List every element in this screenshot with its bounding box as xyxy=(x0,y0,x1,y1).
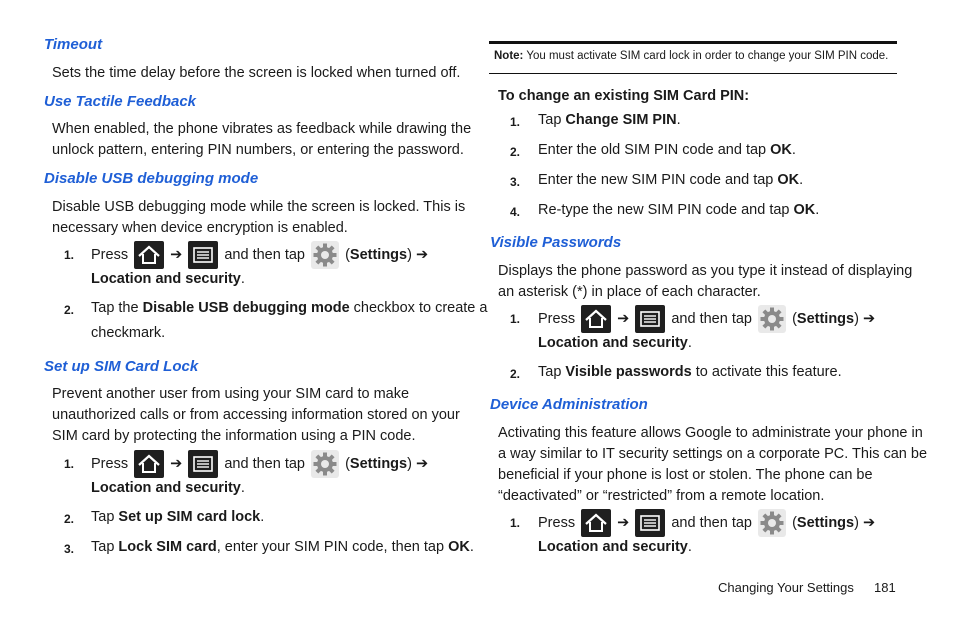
s1-pre: Tap xyxy=(538,112,566,128)
visible-heading: Visible Passwords xyxy=(490,234,622,251)
note-label: Note: xyxy=(494,50,524,62)
note-text: You must activate SIM card lock in order to change your SIM PIN code. xyxy=(523,50,889,62)
device-line-2: a way similar to IT security settings on a corporate PC. This can be xyxy=(498,446,928,462)
footer-section-title: Changing Your Settings xyxy=(718,580,854,595)
and-then-tap-label: and then tap xyxy=(224,246,305,263)
arrow-icon: ➔ xyxy=(170,246,183,263)
sim-step-2-number: 2. xyxy=(64,512,75,526)
sim-step-2-post: . xyxy=(260,509,265,525)
usb-step-2-line-2: checkmark. xyxy=(91,325,166,341)
period: . xyxy=(240,480,245,496)
footer-page-number: 181 xyxy=(874,580,896,595)
device-line-1: Activating this feature allows Google to administrate your phone in xyxy=(498,425,923,441)
change-pin-step-4 xyxy=(538,198,819,223)
s4-pre: Re-type the new SIM PIN code and tap xyxy=(538,202,794,218)
settings-close-paren: ) xyxy=(407,246,412,263)
arrow-icon: ➔ xyxy=(170,455,183,472)
sim-step-3-number: 3. xyxy=(64,542,75,556)
s4-bold: OK xyxy=(793,202,816,218)
settings-close-paren: ) xyxy=(407,455,412,472)
arrow-icon: ➔ xyxy=(617,310,630,327)
sim-step-3-mid: , enter your SIM PIN code, then tap xyxy=(216,539,449,555)
press-label: Press xyxy=(91,455,129,472)
sim-step-1-location xyxy=(91,476,245,501)
change-pin-step-3 xyxy=(538,168,803,193)
device-line-3: beneficial if your phone is lost or stolen. The phone can be xyxy=(498,467,873,483)
menu-icon xyxy=(635,305,665,333)
sim-step-3-pre: Tap xyxy=(91,539,119,555)
settings-label: Settings xyxy=(796,514,855,531)
s4-post: . xyxy=(815,202,820,218)
settings-open-paren: ( xyxy=(345,246,350,263)
visible-line-2: an asterisk (*) in place of each character. xyxy=(498,284,761,300)
timeout-heading: Timeout xyxy=(44,36,103,53)
home-icon xyxy=(134,450,164,478)
visible-step-1-location xyxy=(538,331,692,356)
press-label: Press xyxy=(538,514,576,531)
tactile-description xyxy=(52,119,471,161)
change-pin-step-1 xyxy=(538,108,681,133)
sim-step-1 xyxy=(91,450,428,478)
sim-step-1-number: 1. xyxy=(64,457,75,471)
change-pin-heading: To change an existing SIM Card PIN: xyxy=(498,88,750,104)
sim-step-2-bold: Set up SIM card lock xyxy=(118,509,261,525)
period: . xyxy=(687,539,692,555)
usb-line-2: necessary when device encryption is enabled. xyxy=(52,220,348,236)
settings-open-paren: ( xyxy=(792,310,797,327)
home-icon xyxy=(134,241,164,269)
sim-step-3-post: . xyxy=(469,539,474,555)
sim-description xyxy=(52,384,460,447)
press-label: Press xyxy=(91,246,129,263)
visible-step-2-post: to activate this feature. xyxy=(691,364,842,380)
settings-label: Settings xyxy=(796,310,855,327)
note-top-rule xyxy=(489,41,897,44)
visible-step-2-bold: Visible passwords xyxy=(565,364,692,380)
settings-close-paren: ) xyxy=(854,310,859,327)
visible-description xyxy=(498,261,912,303)
note xyxy=(494,50,888,62)
usb-step-1-location xyxy=(91,267,245,292)
sim-step-2 xyxy=(91,505,264,530)
usb-step-1 xyxy=(91,241,428,269)
device-line-4: “deactivated” or “restricted” from a remote location. xyxy=(498,488,825,504)
sim-line-1: Prevent another user from using your SIM card to make xyxy=(52,386,410,402)
sim-step-3-bold-ok: OK xyxy=(448,539,470,555)
arrow-icon: ➔ xyxy=(415,246,429,263)
settings-gear-icon xyxy=(311,450,339,478)
home-icon xyxy=(581,509,611,537)
change-pin-step-4-number: 4. xyxy=(510,205,521,219)
arrow-icon: ➔ xyxy=(617,514,630,531)
visible-step-2 xyxy=(538,360,842,385)
and-then-tap-label: and then tap xyxy=(224,455,305,472)
period: . xyxy=(240,271,245,287)
sim-line-2: unauthorized calls or from accessing information stored on your xyxy=(52,407,460,423)
menu-icon xyxy=(188,241,218,269)
sim-step-3 xyxy=(91,535,474,560)
usb-step-2-post: checkbox to create a xyxy=(349,300,488,316)
s2-bold: OK xyxy=(770,142,792,158)
tactile-heading: Use Tactile Feedback xyxy=(44,93,197,110)
usb-step-2-pre: Tap the xyxy=(91,300,143,316)
settings-gear-icon xyxy=(758,305,786,333)
device-description xyxy=(498,423,927,507)
sim-step-2-pre: Tap xyxy=(91,509,119,525)
change-pin-step-2-number: 2. xyxy=(510,145,521,159)
press-label: Press xyxy=(538,310,576,327)
s1-post: . xyxy=(676,112,681,128)
tactile-line-1: When enabled, the phone vibrates as feedback while drawing the xyxy=(52,121,472,137)
visible-line-1: Displays the phone password as you type it instead of displaying xyxy=(498,263,913,279)
usb-heading: Disable USB debugging mode xyxy=(44,170,259,187)
location-label: Location and security xyxy=(91,271,241,287)
settings-open-paren: ( xyxy=(345,455,350,472)
s3-pre: Enter the new SIM PIN code and tap xyxy=(538,172,778,188)
period: . xyxy=(687,335,692,351)
usb-step-2-bold: Disable USB debugging mode xyxy=(142,300,350,316)
s2-post: . xyxy=(791,142,796,158)
sim-heading: Set up SIM Card Lock xyxy=(44,358,199,375)
settings-label: Settings xyxy=(349,455,408,472)
change-pin-step-3-number: 3. xyxy=(510,175,521,189)
menu-icon xyxy=(635,509,665,537)
sim-line-3: SIM card by protecting the information using a PIN code. xyxy=(52,428,416,444)
home-icon xyxy=(581,305,611,333)
settings-close-paren: ) xyxy=(854,514,859,531)
s3-bold: OK xyxy=(777,172,800,188)
device-step-1-number: 1. xyxy=(510,516,521,530)
s1-bold: Change SIM PIN xyxy=(565,112,677,128)
visible-step-1 xyxy=(538,305,875,333)
location-label: Location and security xyxy=(538,539,688,555)
settings-open-paren: ( xyxy=(792,514,797,531)
arrow-icon: ➔ xyxy=(415,455,429,472)
timeout-description: Sets the time delay before the screen is locked when turned off. xyxy=(52,65,461,81)
and-then-tap-label: and then tap xyxy=(671,514,752,531)
s3-post: . xyxy=(799,172,804,188)
visible-step-1-number: 1. xyxy=(510,312,521,326)
device-step-1 xyxy=(538,509,875,537)
change-pin-step-2 xyxy=(538,138,796,163)
visible-step-2-number: 2. xyxy=(510,367,521,381)
settings-gear-icon xyxy=(758,509,786,537)
usb-step-2 xyxy=(91,296,487,321)
usb-description xyxy=(52,197,465,239)
and-then-tap-label: and then tap xyxy=(671,310,752,327)
change-pin-step-1-number: 1. xyxy=(510,115,521,129)
usb-line-1: Disable USB debugging mode while the screen is locked. This is xyxy=(52,199,466,215)
location-label: Location and security xyxy=(91,480,241,496)
settings-label: Settings xyxy=(349,246,408,263)
device-heading: Device Administration xyxy=(490,396,648,413)
s2-pre: Enter the old SIM PIN code and tap xyxy=(538,142,771,158)
settings-gear-icon xyxy=(311,241,339,269)
note-bottom-rule xyxy=(489,73,897,74)
sim-step-3-bold: Lock SIM card xyxy=(118,539,217,555)
device-step-1-location xyxy=(538,535,692,560)
usb-step-1-number: 1. xyxy=(64,248,75,262)
usb-step-2-number: 2. xyxy=(64,303,75,317)
visible-step-2-pre: Tap xyxy=(538,364,566,380)
location-label: Location and security xyxy=(538,335,688,351)
arrow-icon: ➔ xyxy=(862,514,876,531)
menu-icon xyxy=(188,450,218,478)
tactile-line-2: unlock pattern, entering PIN numbers, or entering the password. xyxy=(52,142,464,158)
arrow-icon: ➔ xyxy=(862,310,876,327)
